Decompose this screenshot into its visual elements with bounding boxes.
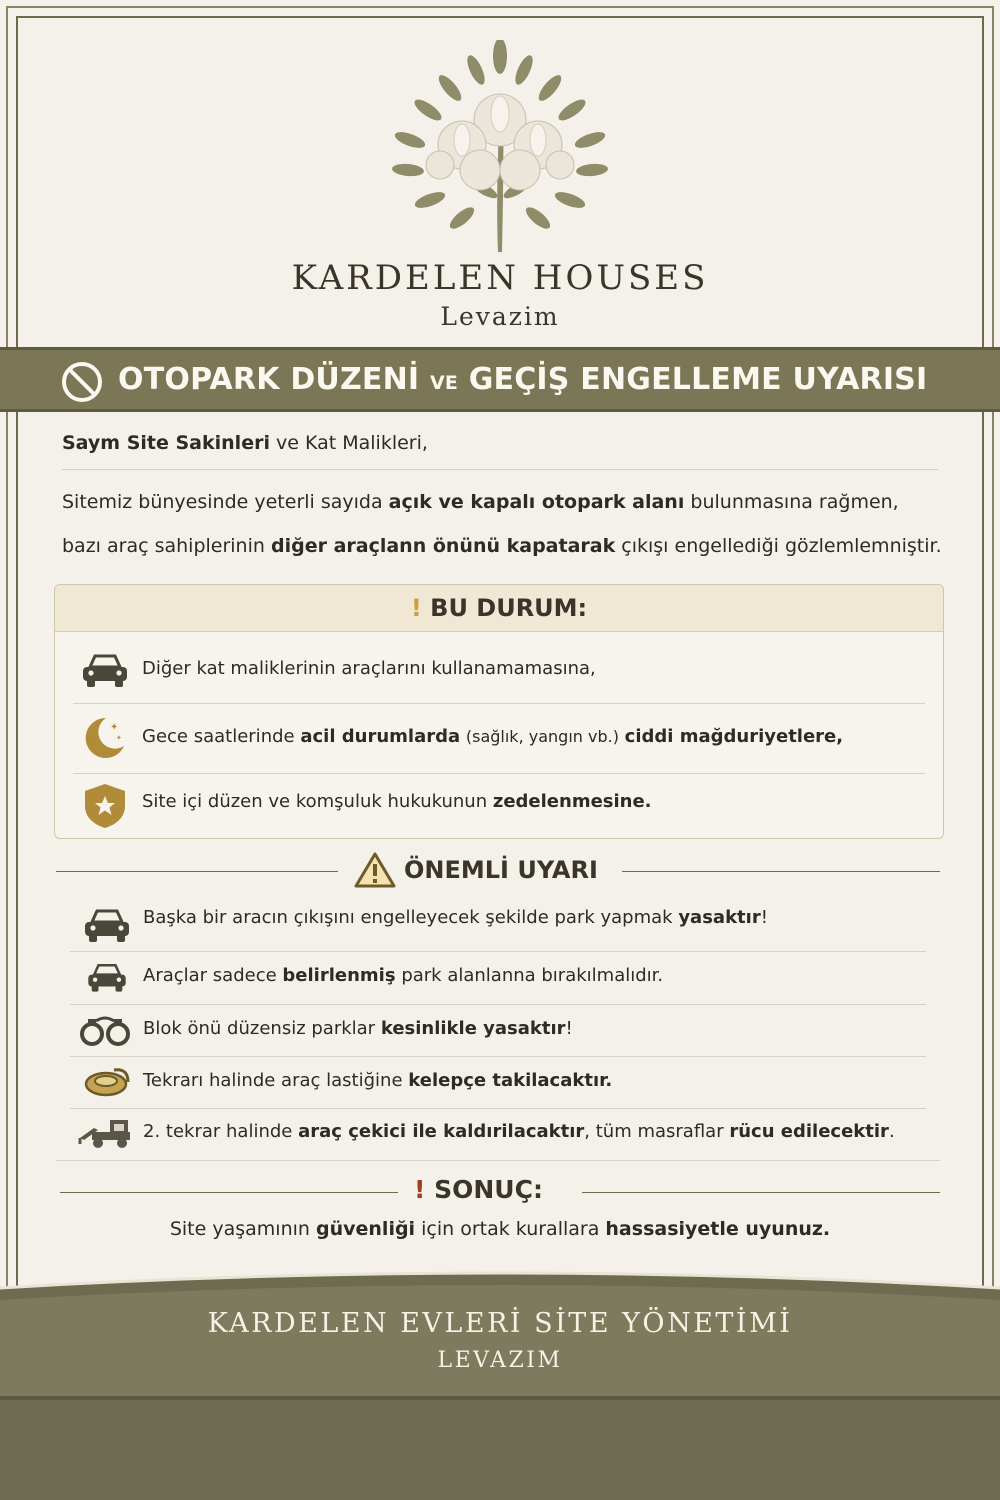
- exclamation-icon: !: [414, 1175, 426, 1204]
- situation-title: ! BU DURUM:: [410, 594, 588, 622]
- divider: [70, 951, 926, 952]
- intro-line-1: Sitemiz bünyesinde yeterli sayıda açık ve kapalı otopark alanı bulunmasına rağmen,: [62, 491, 899, 513]
- moon-icon: [80, 714, 128, 762]
- warning-item: Başka bir aracın çıkışını engelleyecek şekilde park yapmak yasaktır!: [143, 907, 768, 928]
- section-line: [622, 871, 940, 872]
- footer-band: [0, 1270, 1000, 1500]
- exclamation-icon: !: [410, 594, 422, 622]
- divider: [73, 703, 925, 704]
- svg-text:✦: ✦: [116, 734, 122, 742]
- section-line: [582, 1192, 940, 1193]
- section-line: [60, 1192, 398, 1193]
- result-title: ! SONUÇ:: [414, 1175, 543, 1204]
- warning-title: ÖNEMLİ UYARI: [404, 856, 598, 884]
- result-text: Site yaşamının güvenliği için ortak kurallara hassasiyetle uyunuz.: [169, 1218, 831, 1240]
- flower-tree-logo-icon: [380, 40, 620, 255]
- situation-header: [55, 585, 943, 632]
- divider: [70, 1056, 926, 1057]
- warning-item: 2. tekrar halinde araç çekici ile kaldırilacaktır, tüm masraflar rücu edilecektir.: [143, 1121, 895, 1142]
- tow-truck-icon: [76, 1114, 134, 1150]
- divider: [70, 1108, 926, 1109]
- salutation: Saym Site Sakinleri ve Kat Malikleri,: [62, 432, 428, 454]
- handcuffs-icon: [78, 1013, 132, 1049]
- section-line: [56, 871, 338, 872]
- car-icon: [82, 906, 132, 946]
- no-entry-icon: [60, 360, 104, 404]
- brand-name: KARDELEN HOUSES: [291, 258, 709, 298]
- car-icon: [82, 961, 132, 995]
- svg-text:✦: ✦: [110, 722, 119, 733]
- divider: [62, 469, 938, 470]
- warning-item: Blok önü düzensiz parklar kesinlikle yasaktır!: [143, 1018, 573, 1039]
- car-icon: [80, 651, 130, 691]
- brand-subtitle: Levazim: [440, 302, 560, 331]
- warning-item: Araçlar sadece belirlenmiş park alanlanna bırakılmalıdır.: [143, 965, 664, 986]
- divider: [70, 1004, 926, 1005]
- situation-item: Diğer kat maliklerinin araçlarını kullanamamasına,: [142, 658, 596, 679]
- situation-item: Gece saatlerinde acil durumlarda (sağlık, yangın vb.) ciddi mağduriyetlere,: [142, 726, 844, 747]
- intro-line-2: bazı araç sahiplerinin diğer araçlann önünü kapatarak çıkışı engellediği gözlemlemniştir.: [62, 535, 942, 557]
- warning-triangle-icon: [354, 851, 396, 889]
- divider: [73, 773, 925, 774]
- warning-item: Tekrarı halinde araç lastiğine kelepçe takilacaktır.: [143, 1070, 613, 1091]
- wheel-clamp-icon: [84, 1064, 132, 1098]
- footer-subtitle: LEVAZIM: [437, 1348, 563, 1373]
- situation-item: Site içi düzen ve komşuluk hukukunun zedelenmesine.: [142, 791, 652, 812]
- shield-star-icon: [82, 782, 128, 830]
- footer-title: KARDELEN EVLERİ SİTE YÖNETİMİ: [207, 1308, 793, 1339]
- divider: [56, 1160, 940, 1161]
- title-banner: [0, 347, 1000, 412]
- banner-title: OTOPARK DÜZENİ VE GEÇİŞ ENGELLEME UYARISI: [118, 362, 928, 397]
